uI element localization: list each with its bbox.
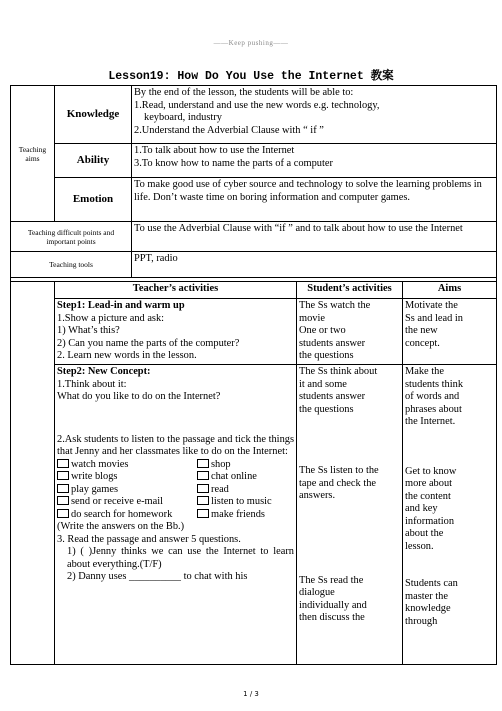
step1-student-line: The Ss watch the — [299, 300, 371, 311]
checklist-row — [57, 484, 294, 497]
checklist-row — [57, 471, 294, 484]
step2-aims-cell — [403, 365, 497, 665]
checkbox-play-games[interactable] — [57, 484, 69, 493]
question-2: 2) Danny uses __________ to chat with his — [67, 571, 248, 582]
step2-aim-line: about the — [405, 528, 444, 539]
col-aims-header: Aims — [403, 282, 497, 299]
step2-student-line: The Ss read the — [299, 574, 364, 586]
step2-student-line: The Ss think about — [299, 366, 378, 377]
step2-student-line: dialogue — [299, 587, 335, 598]
step1-student-line: One or two — [299, 325, 346, 336]
checkbox-read[interactable] — [197, 484, 209, 493]
step1-line: 1) What’s this? — [57, 325, 120, 336]
checkbox-label: send or receive e-mail — [71, 496, 164, 507]
step2-student-line: students answer — [299, 391, 366, 402]
step1-title: Step1: Lead-in and warm up — [57, 300, 185, 311]
step2-aim-line: students think — [405, 378, 464, 390]
step2-aim-line: phrases about — [405, 403, 462, 415]
checkbox-label: watch movies — [71, 458, 129, 470]
checkbox-write-blogs[interactable] — [57, 471, 69, 480]
ability-line: 1.To talk about how to use the Internet — [134, 145, 295, 156]
write-note: (Write the answers on the Bb.) — [57, 521, 185, 532]
step1-student-line: students answer — [299, 337, 366, 349]
step1-aim-line: the new — [405, 325, 438, 336]
step1-line: 2. Learn new words in the lesson. — [57, 350, 197, 361]
knowledge-line: 1.Read, understand and use the new words e.g. technology, — [134, 99, 380, 111]
step2-student-line: tape and check the — [299, 477, 377, 489]
checkbox-make-friends[interactable] — [197, 509, 209, 518]
checkbox-label: shop — [211, 458, 231, 470]
checkbox-label: chat online — [211, 471, 257, 482]
page-title: Lesson19: How Do You Use the Internet 教案 — [108, 70, 394, 83]
step2-think-line: 1.Think about it: — [57, 378, 127, 390]
left-margin-cell — [11, 365, 55, 665]
step1-student-line: the questions — [299, 350, 354, 361]
difficult-points-cell: To use the Adverbial Clause with “if ” and to talk about how to use the Internet — [132, 222, 497, 252]
page-header: ——Keep pushing—— — [213, 39, 289, 47]
step1-aim-line: concept. — [405, 337, 440, 349]
step2-aim-line: the Internet. — [405, 416, 456, 427]
checkbox-watch-movies[interactable] — [57, 459, 69, 468]
step2-student-line: The Ss listen to the — [299, 465, 379, 476]
checkbox-send-email[interactable] — [57, 496, 69, 505]
checkbox-label: read — [211, 483, 229, 495]
step2-aim-line: Get to know — [405, 465, 457, 477]
checkbox-label: make friends — [211, 508, 265, 520]
step2-student-cell — [297, 365, 403, 665]
step1-aims-cell — [403, 299, 497, 365]
step2-student-line: it and some — [299, 378, 347, 390]
step2-student-line: the questions — [299, 403, 354, 415]
checklist-row — [57, 509, 294, 522]
question-1: 1) ( )Jenny thinks we can use the Internet to learn about everything.(T/F) — [67, 546, 294, 570]
step2-aim-line: and key — [405, 503, 438, 514]
step2-student-line: answers. — [299, 490, 336, 501]
teaching-tools-cell: PPT, radio — [132, 252, 497, 278]
step1-aim-line: Motivate the — [405, 300, 458, 311]
checkbox-label: listen to music — [211, 496, 272, 507]
step2-student-line: individually and — [299, 599, 367, 611]
emotion-label: Emotion — [55, 178, 132, 222]
checkbox-label: play games — [71, 483, 119, 495]
page-number: 1 / 3 — [243, 690, 259, 698]
step2-title: Step2: New Concept: — [57, 366, 151, 377]
emotion-cell: To make good use of cyber source and technology to solve the learning problems in life. Don’t waste time on boring information and computer games. — [132, 178, 497, 222]
knowledge-line: 2.Understand the Adverbial Clause with “ if ” — [134, 124, 324, 136]
lesson-plan-table — [10, 85, 497, 665]
knowledge-line: keyboard, industry — [144, 112, 222, 123]
checklist-row — [57, 459, 294, 472]
checklist-row — [57, 496, 294, 509]
read-instruction: 3. Read the passage and answer 5 questions. — [57, 533, 241, 545]
checkbox-label: do search for homework — [71, 508, 173, 520]
step2-aim-line: the content — [405, 490, 451, 502]
checkbox-homework-search[interactable] — [57, 509, 69, 518]
step1-line: 2) Can you name the parts of the computer? — [57, 337, 240, 349]
step2-aim-line: information — [405, 515, 455, 527]
step2-aim-line: Make the — [405, 366, 444, 377]
teaching-aims-label: Teaching aims — [11, 86, 55, 222]
step1-student-cell — [297, 299, 403, 365]
checkbox-label: write blogs — [71, 471, 118, 482]
step2-aim-line: more about — [405, 478, 453, 489]
col-student-header: Student’s activities — [297, 282, 403, 299]
knowledge-line: By the end of the lesson, the students will be able to: — [134, 87, 354, 98]
step2-aim-line: master the — [405, 590, 448, 602]
step2-listen-instruction: 2.Ask students to listen to the passage and tick the things that Jenny and her classmates like to do on the Internet: — [57, 433, 294, 457]
step2-think-line: What do you like to do on the Internet? — [57, 391, 221, 402]
checkbox-chat-online[interactable] — [197, 471, 209, 480]
col-teacher-header: Teacher’s activities — [55, 282, 297, 299]
checkbox-listen-music[interactable] — [197, 496, 209, 505]
left-margin-cell — [11, 299, 55, 365]
ability-line: 3.To know how to name the parts of a computer — [134, 157, 333, 169]
ability-label: Ability — [55, 144, 132, 178]
step1-student-line: movie — [299, 312, 325, 324]
step2-aim-line: of words and — [405, 391, 460, 402]
step1-aim-line: Ss and lead in — [405, 312, 464, 324]
ability-cell — [132, 144, 497, 178]
step1-line: 1.Show a picture and ask: — [57, 312, 165, 324]
difficult-points-label: Teaching difficult points and important points — [11, 222, 132, 252]
checkbox-shop[interactable] — [197, 459, 209, 468]
left-margin-cell — [11, 282, 55, 299]
step2-teacher-cell — [55, 365, 297, 665]
knowledge-cell — [132, 86, 497, 144]
step2-aim-line: Students can — [405, 578, 458, 589]
teaching-tools-label: Teaching tools — [11, 252, 132, 278]
step2-aim-line: through — [405, 615, 438, 627]
step2-aim-line: knowledge — [405, 603, 451, 614]
step2-aim-line: lesson. — [405, 540, 434, 552]
knowledge-label: Knowledge — [55, 86, 132, 144]
step1-teacher-cell — [55, 299, 297, 365]
step2-student-line: then discuss the — [299, 612, 365, 623]
